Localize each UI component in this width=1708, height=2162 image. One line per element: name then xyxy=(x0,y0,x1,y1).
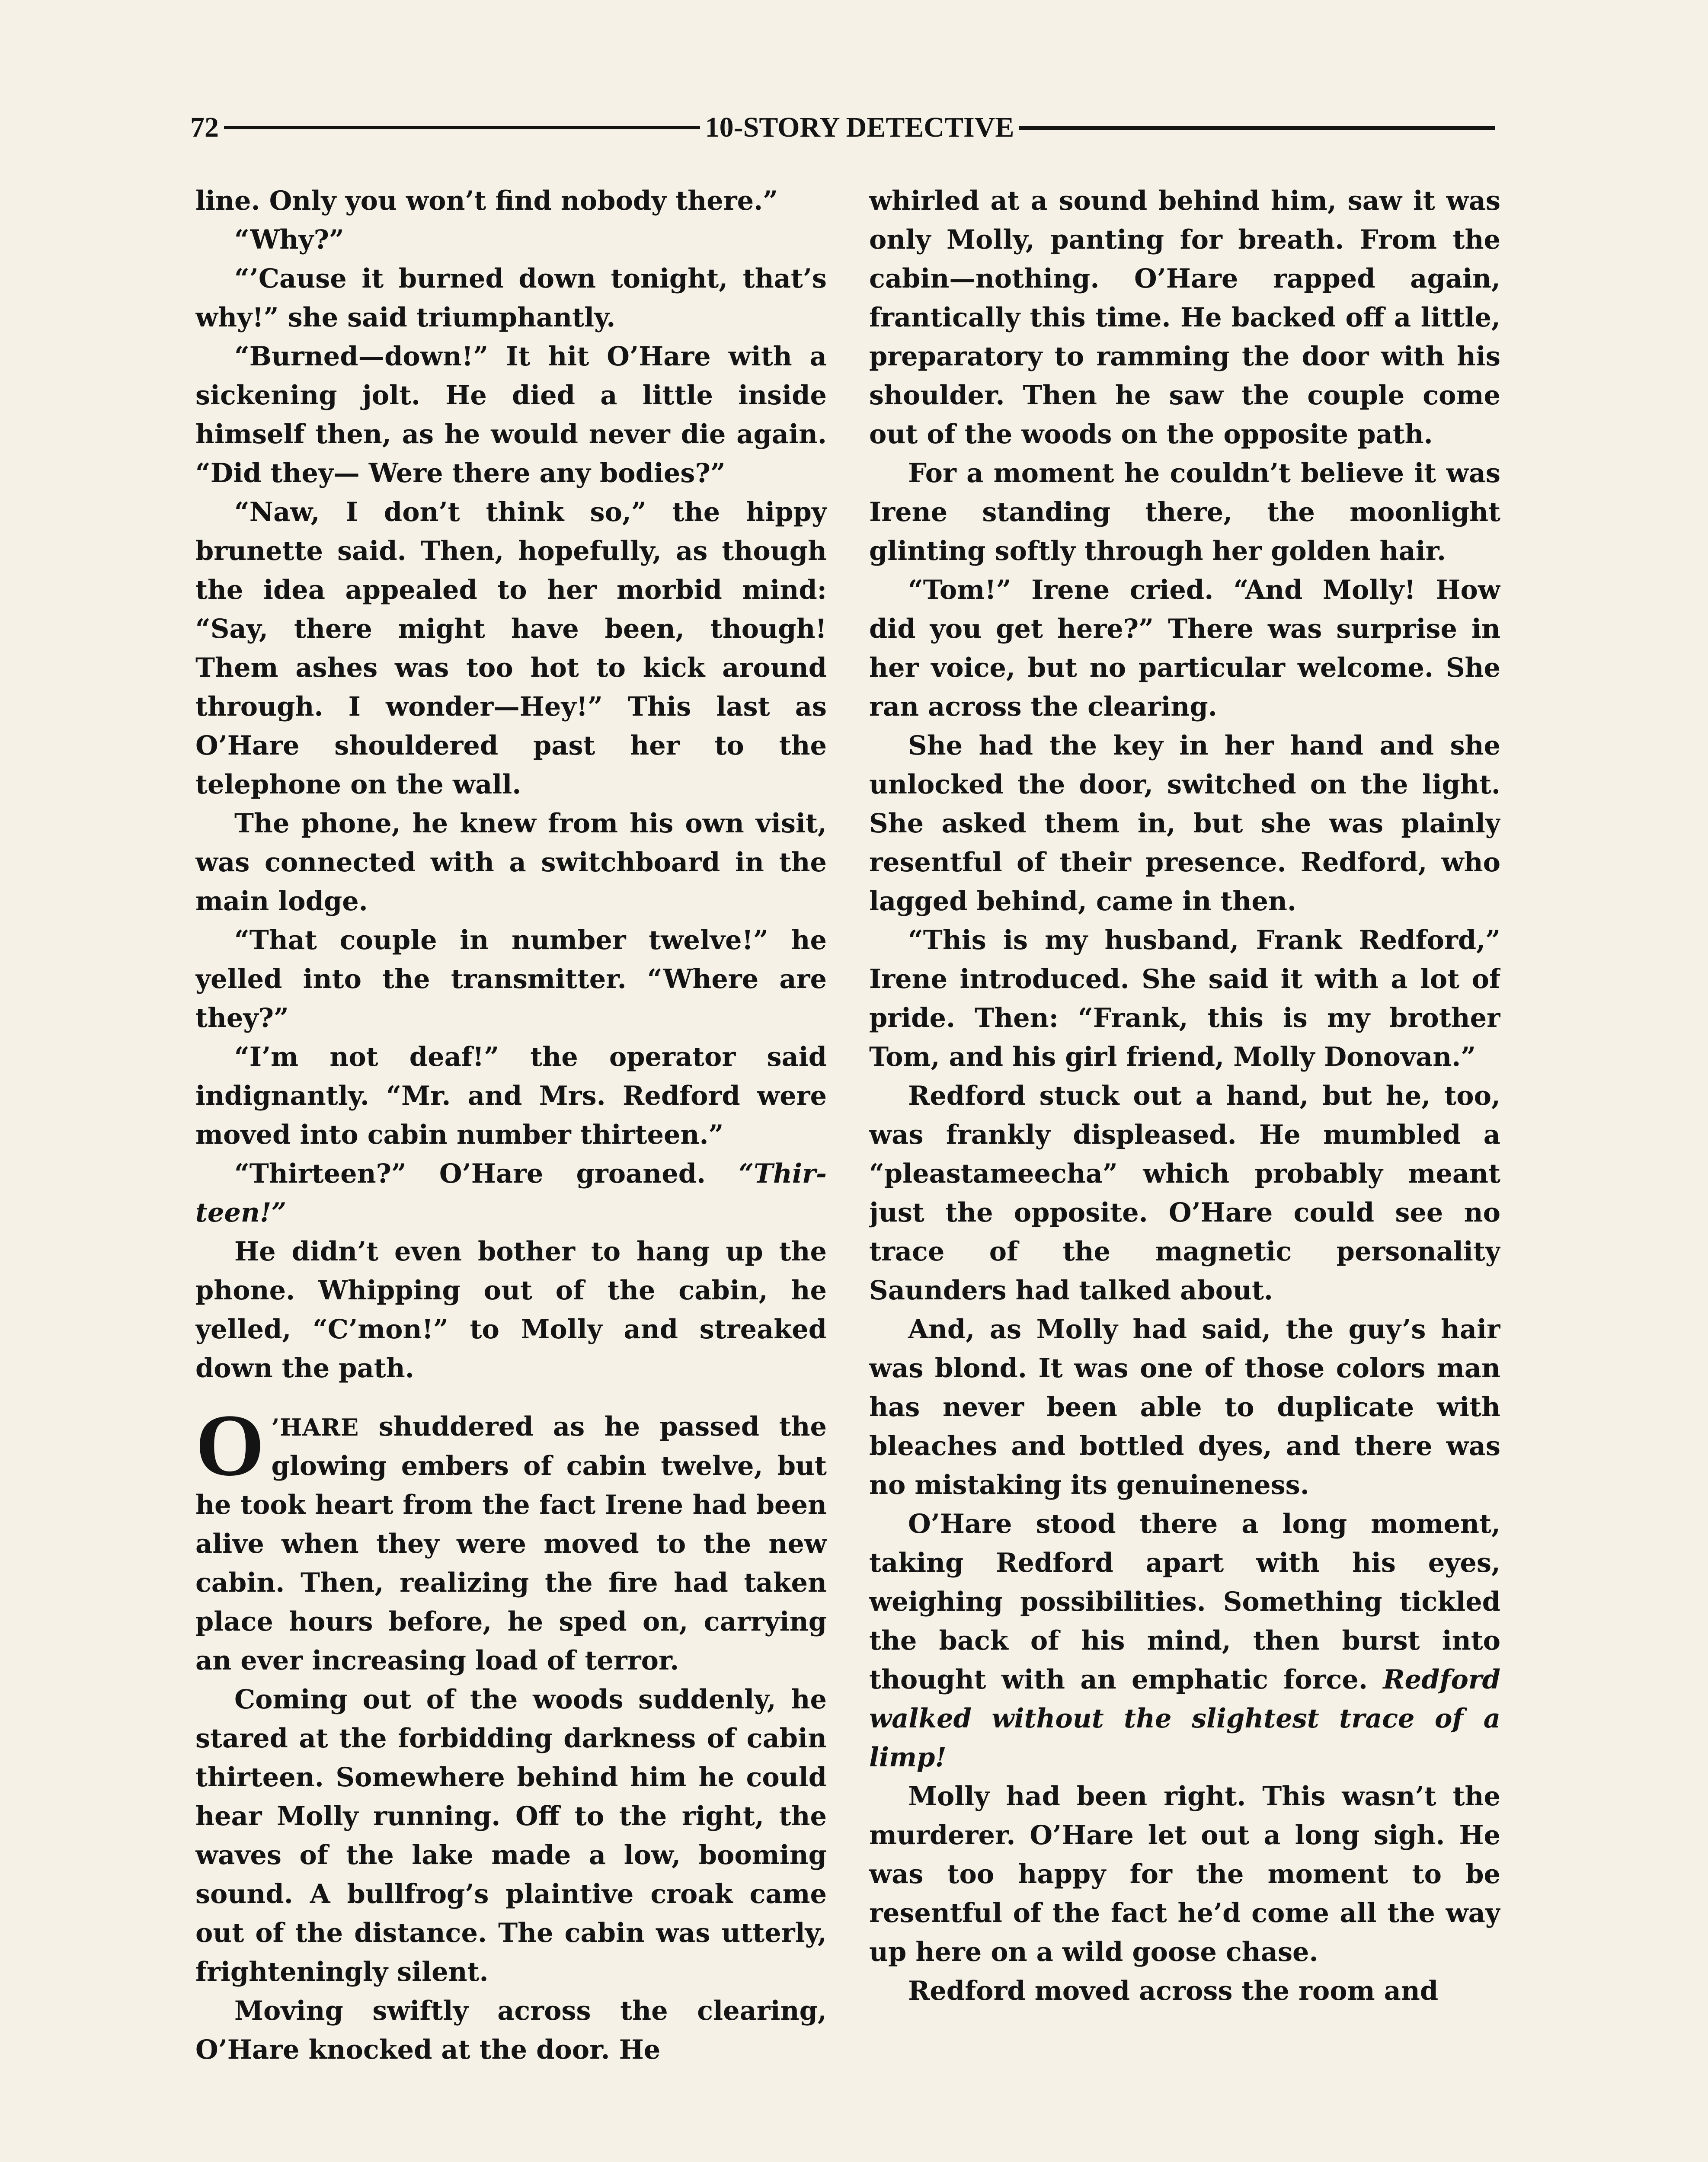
paragraph-text: “Thirteen?” O’Hare groaned. xyxy=(234,1158,739,1189)
paragraph: “I’m not deaf!” the operator said indignantly. “Mr. and Mrs. Redford were moved into cabin number thirteen.” xyxy=(195,1042,827,1150)
paragraph: whirled at a sound behind him, saw it was only Molly, panting for breath. From the cabin—nothing. O’Hare rapped again, frantically this time. He backed off a little, preparatory to ramming the door with his shoulder. Then he saw the couple come out of the woods on the opposite path. xyxy=(869,185,1500,450)
paragraph: He didn’t even bother to hang up the phone. Whipping out of the cabin, he yelled, “C’mon!” to Molly and streaked down the path. xyxy=(195,1236,827,1384)
magazine-title: 10-STORY DETECTIVE xyxy=(705,112,1014,143)
paragraph: “Why?” xyxy=(234,224,344,255)
paragraph: And, as Molly had said, the guy’s hair was blond. It was one of those colors man has never been able to duplicate with bleaches and bottled dyes, and there was no mistaking its genuineness. xyxy=(869,1314,1500,1500)
paragraph: Coming out of the woods suddenly, he stared at the forbidding darkness of cabin thirteen. Somewhere behind him he could hear Molly running. Off to the right, the waves of the lake made a low, booming sound. A bullfrog’s plaintive croak came out of the distance. The cabin was utterly, frighteningly silent. xyxy=(195,1684,827,1987)
drop-cap: O xyxy=(195,1396,265,1494)
paragraph: line. Only you won’t find nobody there.” xyxy=(195,185,778,216)
paragraph-text: shuddered as he passed the glowing embers of cabin twelve, but he took heart from the fact Irene had been alive when they were moved to the new cabin. Then, realizing the fire had taken place hours before, he sped on, carrying an ever increasing load of terror. xyxy=(195,1411,827,1676)
text-column-left xyxy=(195,182,827,2162)
paragraph: Redford stuck out a hand, but he, too, was frankly displeased. He mumbled a “pleastameecha” which probably meant just the opposite. O’Hare could see no trace of the magnetic personality Saunders had talked about. xyxy=(869,1081,1500,1306)
paragraph: For a moment he couldn’t believe it was Irene standing there, the moonlight glinting softly through her golden hair. xyxy=(869,458,1500,566)
paragraph: “’Cause it burned down tonight, that’s why!” she said triumphantly. xyxy=(195,263,827,333)
header-rule-left xyxy=(224,126,700,129)
paragraph xyxy=(195,1155,827,1232)
paragraph: Molly had been right. This wasn’t the murderer. O’Hare let out a long sigh. He was too happy for the moment to be resentful of the fact he’d come all the way up here on a wild goose chase. xyxy=(869,1781,1500,1967)
paragraph xyxy=(869,1505,1500,1777)
paragraph-text: O’Hare stood there a long moment, taking Redford apart with his eyes, weighing possibilities. Something tickled the back of his mind, then burst into thought with an emphatic force. xyxy=(869,1509,1500,1695)
paragraph: Redford moved across the room and xyxy=(908,1976,1439,2006)
paragraph: “Burned—down!” It hit O’Hare with a sickening jolt. He died a little inside himself then, as he would never die again. “Did they— Were there any bodies?” xyxy=(195,341,827,489)
paragraph: She had the key in her hand and she unlocked the door, switched on the light. She asked them in, but she was plainly resentful of their presence. Redford, who lagged behind, came in then. xyxy=(869,730,1500,917)
running-header xyxy=(190,108,1500,147)
paragraph: “Tom!” Irene cried. “And Molly! How did you get here?” There was surprise in her voice, but no particular welcome. She ran across the clearing. xyxy=(869,575,1500,722)
paragraph: “That couple in number twelve!” he yelled into the transmitter. “Where are they?” xyxy=(195,925,827,1033)
paragraph: The phone, he knew from his own visit, was connected with a switchboard in the main lodge. xyxy=(195,808,827,917)
section-opening-paragraph xyxy=(195,1396,827,1680)
text-column-right xyxy=(869,182,1500,2162)
paragraph: Moving swiftly across the clearing, O’Hare knocked at the door. He xyxy=(195,1996,827,2065)
small-caps-lead: ’HARE xyxy=(271,1414,359,1441)
page-number: 72 xyxy=(190,112,219,143)
header-rule-right xyxy=(1019,126,1495,130)
paragraph: “Naw, I don’t think so,” the hippy brunette said. Then, hopefully, as though the idea appealed to her morbid mind: “Say, there might have been, though! Them ashes was too hot to kick around through. I wonder—Hey!” This last as O’Hare shouldered past her to the telephone on the wall. xyxy=(195,497,827,800)
italic-text: Redford walked without the slightest trace of a limp! xyxy=(869,1664,1500,1773)
italic-text: “Thirteen!” xyxy=(195,1158,827,1228)
paragraph: “This is my husband, Frank Redford,” Irene introduced. She said it with a lot of pride. Then: “Frank, this is my brother Tom, and his girl friend, Molly Donovan.” xyxy=(869,925,1500,1072)
